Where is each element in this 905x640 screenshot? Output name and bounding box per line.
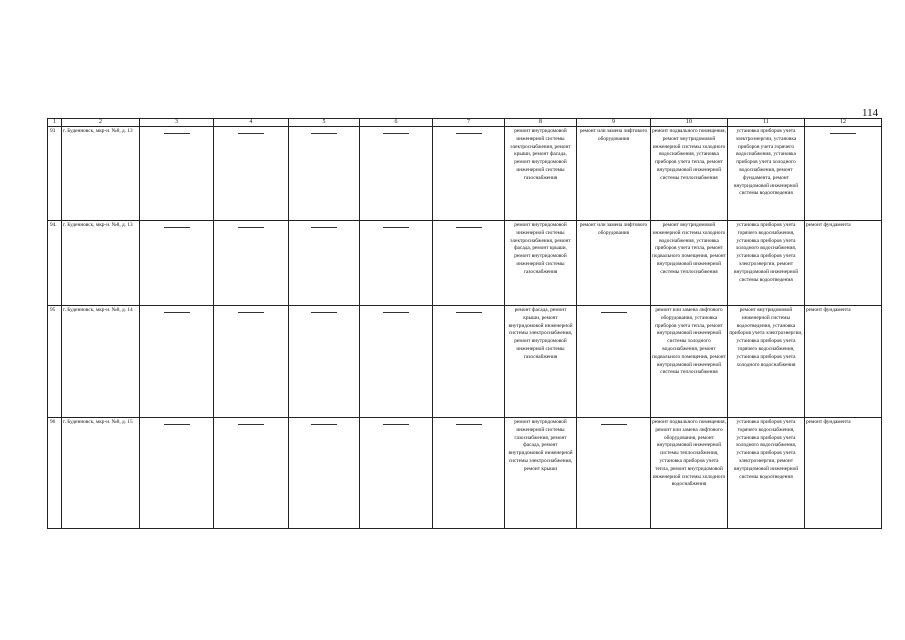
- table-row: [48, 221, 882, 306]
- column-header: 4: [214, 119, 289, 127]
- empty-cell: [214, 127, 289, 221]
- dash-mark: [311, 312, 337, 313]
- empty-cell: [360, 306, 433, 418]
- dash-mark: [456, 227, 482, 228]
- empty-cell: [433, 306, 505, 418]
- repair-schedule-table: [47, 118, 882, 529]
- column-header: 6: [360, 119, 433, 127]
- column-header: 9: [577, 119, 651, 127]
- dash-mark: [383, 424, 409, 425]
- empty-cell: [140, 221, 214, 306]
- work-cell: установка приборов учета горячего водоснабжения, установка приборов учета холодного водоснабжения, установка приборов учета электроэнергии, ремонт внутридомовой инженерной системы водоотведения: [728, 221, 805, 306]
- work-cell: ремонт фундамента: [805, 418, 882, 529]
- address-cell: г. Буденновск, мкр-н. №8, д. 13: [62, 127, 140, 221]
- work-cell: установка приборов учета горячего водоснабжения, установка приборов учета холодного водоснабжения, установка приборов учета электроэнергии, ремонт внутридомовой инженерной системы водоотведения: [728, 418, 805, 529]
- empty-cell: [140, 306, 214, 418]
- dash-mark: [311, 133, 337, 134]
- dash-mark: [238, 227, 264, 228]
- work-cell: установка приборов учета электроэнергии, установка приборов учета горячего водоснабжения, установка приборов учета холодного водоснабжения, ремонт фундамента, ремонт внутридомовой инженерной системы водоотведения: [728, 127, 805, 221]
- table-row: [48, 306, 882, 418]
- empty-cell: [433, 127, 505, 221]
- dash-mark: [311, 424, 337, 425]
- column-header: 11: [728, 119, 805, 127]
- empty-cell: [433, 418, 505, 529]
- empty-cell: [214, 306, 289, 418]
- dash-mark: [238, 424, 264, 425]
- work-cell: ремонт или замена лифтового оборудования: [577, 221, 651, 306]
- dash-mark: [601, 312, 627, 313]
- empty-cell: [360, 221, 433, 306]
- work-cell: ремонт внутридомовой инженерной системы газоснабжения, ремонт фасада, ремонт внутридомовой инженерной системы электроснабжения, ремонт крыши: [505, 418, 577, 529]
- empty-cell: [289, 127, 360, 221]
- work-cell: ремонт подвального помещения, ремонт внутридомовой инженерной системы холодного водоснабжения, установка приборов учета тепла, ремонт внутридомовой инженерной системы теплоснабжения: [651, 127, 728, 221]
- address-cell: г. Буденновск, мкр-н. №8, д. 13: [62, 221, 140, 306]
- empty-cell: [360, 418, 433, 529]
- column-header: 1: [48, 119, 62, 127]
- work-cell: ремонт фундамента: [805, 306, 882, 418]
- empty-cell: [214, 418, 289, 529]
- work-cell: ремонт фасада, ремонт крыши, ремонт внутридомовой инженерной системы электроснабжения, ремонт внутридомовой инженерной системы газоснабжения: [505, 306, 577, 418]
- row-number: 95: [48, 306, 62, 418]
- work-cell: ремонт или замена лифтового оборудования: [577, 127, 651, 221]
- column-header: 10: [651, 119, 728, 127]
- column-header: 7: [433, 119, 505, 127]
- dash-mark: [383, 312, 409, 313]
- empty-cell: [360, 127, 433, 221]
- empty-cell: [140, 127, 214, 221]
- empty-cell: [214, 221, 289, 306]
- empty-cell: [433, 221, 505, 306]
- dash-mark: [601, 424, 627, 425]
- dash-mark: [238, 133, 264, 134]
- dash-mark: [456, 133, 482, 134]
- dash-mark: [164, 424, 190, 425]
- dash-mark: [456, 424, 482, 425]
- work-cell: ремонт внутридомовой инженерной системы водоотведения, установка приборов учета электроэнергии, установка приборов учета горячего водоснабжения, установка приборов учета холодного водоснабжения: [728, 306, 805, 418]
- empty-cell: [805, 127, 882, 221]
- empty-cell: [289, 418, 360, 529]
- work-cell: ремонт фундамента: [805, 221, 882, 306]
- empty-cell: [577, 306, 651, 418]
- page-number: 114: [862, 107, 879, 119]
- dash-mark: [383, 227, 409, 228]
- address-cell: г. Буденновск, мкр-н. №8, д. 15: [62, 418, 140, 529]
- work-cell: ремонт внутридомовой инженерной системы электроснабжения, ремонт фасада, ремонт крыши, ремонт внутридомовой инженерной системы газоснабжения: [505, 221, 577, 306]
- address-cell: г. Буденновск, мкр-н. №8, д. 14: [62, 306, 140, 418]
- empty-cell: [289, 221, 360, 306]
- row-number: 93: [48, 127, 62, 221]
- column-header: 2: [62, 119, 140, 127]
- empty-cell: [577, 418, 651, 529]
- table-row: [48, 127, 882, 221]
- column-header: 8: [505, 119, 577, 127]
- dash-mark: [164, 312, 190, 313]
- row-number: 94.: [48, 221, 62, 306]
- empty-cell: [140, 418, 214, 529]
- dash-mark: [164, 133, 190, 134]
- dash-mark: [311, 227, 337, 228]
- empty-cell: [289, 306, 360, 418]
- work-cell: ремонт внутридомовой инженерной системы холодного водоснабжения, установка приборов учета тепла, ремонт подвального помещения, ремонт внутридомовой инженерной системы теплоснабжения: [651, 221, 728, 306]
- dash-mark: [383, 133, 409, 134]
- dash-mark: [238, 312, 264, 313]
- work-cell: ремонт внутридомовой инженерной системы электроснабжения, ремонт крыши, ремонт фасада, ремонт внутридомовой инженерной системы газоснабжения: [505, 127, 577, 221]
- row-number: 96: [48, 418, 62, 529]
- column-number-row: [48, 119, 882, 127]
- work-cell: ремонт подвального помещения, ремонт или замена лифтового оборудования, ремонт внутридомовой инженерной системы теплоснабжения, установка приборов учета тепла, ремонт внутридомовой инженерной системы холодного водоснабжения: [651, 418, 728, 529]
- table-row: [48, 418, 882, 529]
- column-header: 3: [140, 119, 214, 127]
- dash-mark: [164, 227, 190, 228]
- dash-mark: [456, 312, 482, 313]
- work-cell: ремонт или замена лифтового оборудования, установка приборов учета тепла, ремонт внутридомовой инженерной системы холодного водоснабжения, ремонт подвального помещения, ремонт внутридомовой инженерной системы теплоснабжения: [651, 306, 728, 418]
- dash-mark: [830, 133, 856, 134]
- column-header: 5: [289, 119, 360, 127]
- column-header: 12: [805, 119, 882, 127]
